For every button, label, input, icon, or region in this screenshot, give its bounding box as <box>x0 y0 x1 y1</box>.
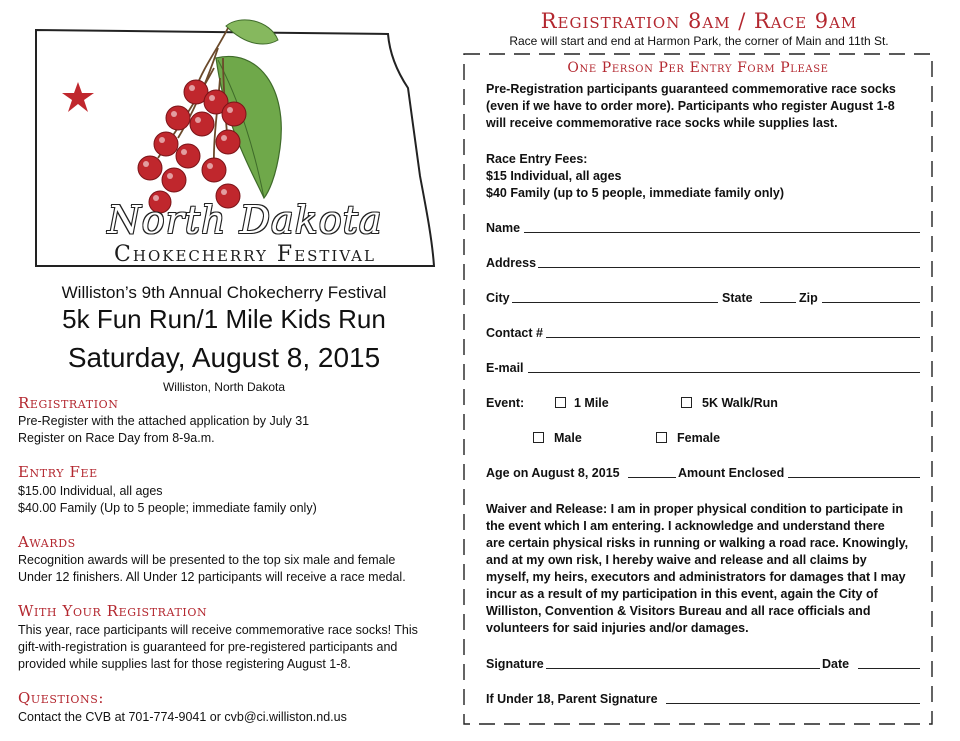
race-location-note: Race will start and end at Harmon Park, the corner of Main and 11th St. <box>509 34 889 48</box>
logo-festival-name: Chokecherry Festival <box>114 242 376 267</box>
event-date: Saturday, August 8, 2015 <box>67 342 381 373</box>
event-location: Williston, North Dakota <box>162 380 286 394</box>
awards-text: Recognition awards will be presented to the top six male and female Under 12 finishers. All Under 12 participants will receive a race medal. <box>18 553 406 584</box>
entry-fee-text: $15.00 Individual, all ages $40.00 Family (Up to 5 people; immediate family only) <box>18 484 317 515</box>
signature-label: Signature <box>486 657 544 671</box>
city-label: City <box>486 291 510 305</box>
state-field[interactable] <box>760 302 796 303</box>
one-mile-label: 1 Mile <box>574 396 609 410</box>
questions-text: Contact the CVB at 701-774-9041 or cvb@ci.williston.nd.us <box>18 710 347 724</box>
male-checkbox[interactable] <box>533 432 544 443</box>
questions-heading: Questions: <box>18 689 105 707</box>
signature-field[interactable] <box>546 668 820 669</box>
contact-field[interactable] <box>546 337 920 338</box>
form-intro: Pre-Registration participants guaranteed commemorative race socks (even if we have to order more). Participants who register August 1-8 will receive commemorative race socks while supplies last. <box>486 82 896 130</box>
race-fees: Race Entry Fees: $15 Individual, all ages $40 Family (up to 5 people, immediate family only) <box>486 152 784 200</box>
male-label: Male <box>554 431 582 445</box>
registration-text: Pre-Register with the attached application by July 31 Register on Race Day from 8-9a.m. <box>18 414 310 445</box>
amount-field[interactable] <box>788 477 920 478</box>
address-label: Address <box>486 256 537 270</box>
event-label: Event: <box>486 396 525 410</box>
five-k-label: 5K Walk/Run <box>702 396 778 410</box>
female-label: Female <box>677 431 721 445</box>
contact-label: Contact # <box>486 326 543 340</box>
name-label: Name <box>486 221 521 235</box>
festival-subtitle: Williston’s 9th Annual Chokecherry Festival <box>61 283 387 302</box>
name-field[interactable] <box>524 232 920 233</box>
parent-signature-field[interactable] <box>666 703 920 704</box>
registration-heading: Registration <box>18 394 119 412</box>
parent-signature-label: If Under 18, Parent Signature <box>486 692 658 706</box>
city-field[interactable] <box>512 302 718 303</box>
with-registration-heading: With Your Registration <box>18 602 208 620</box>
awards-heading: Awards <box>18 533 76 551</box>
amount-label: Amount Enclosed <box>678 466 785 480</box>
email-field[interactable] <box>528 372 920 373</box>
registration-race-title: Registration 8am / Race 9am <box>540 9 858 33</box>
logo-script-text: North Dakota <box>107 198 383 242</box>
waiver-text: Waiver and Release: I am in proper physical condition to participate in the event which I am entering. I acknowledge and understand there are certain physical risks in running or walking a road race. Knowingly, and at my own risk, I hereby waive and release and all claims by myself, my heirs, executors and administrators for damages that I may incur as a result of my participation in this event, again the City of Williston, Convention & Visitors Bureau and all race officials and volunteers for said injuries and/or damages. <box>486 502 909 635</box>
zip-field[interactable] <box>822 302 920 303</box>
state-label: State <box>722 291 753 305</box>
with-registration-text: This year, race participants will receive commemorative race socks! This gift-with-registration is guaranteed for pre-registered participants and provided while supplies last for those registering August 1-8. <box>18 623 418 671</box>
email-label: E-mail <box>486 361 524 375</box>
one-mile-checkbox[interactable] <box>555 397 566 408</box>
star-icon <box>62 82 94 112</box>
address-field[interactable] <box>538 267 920 268</box>
age-field[interactable] <box>628 477 676 478</box>
female-checkbox[interactable] <box>656 432 667 443</box>
zip-label: Zip <box>799 291 818 305</box>
date-field[interactable] <box>858 668 920 669</box>
five-k-checkbox[interactable] <box>681 397 692 408</box>
entry-fee-heading: Entry Fee <box>18 463 98 481</box>
date-label: Date <box>822 657 850 671</box>
age-label: Age on August 8, 2015 <box>486 466 620 480</box>
form-heading: One Person Per Entry Form Please <box>470 60 926 76</box>
event-title: 5k Fun Run/1 Mile Kids Run <box>62 304 386 334</box>
